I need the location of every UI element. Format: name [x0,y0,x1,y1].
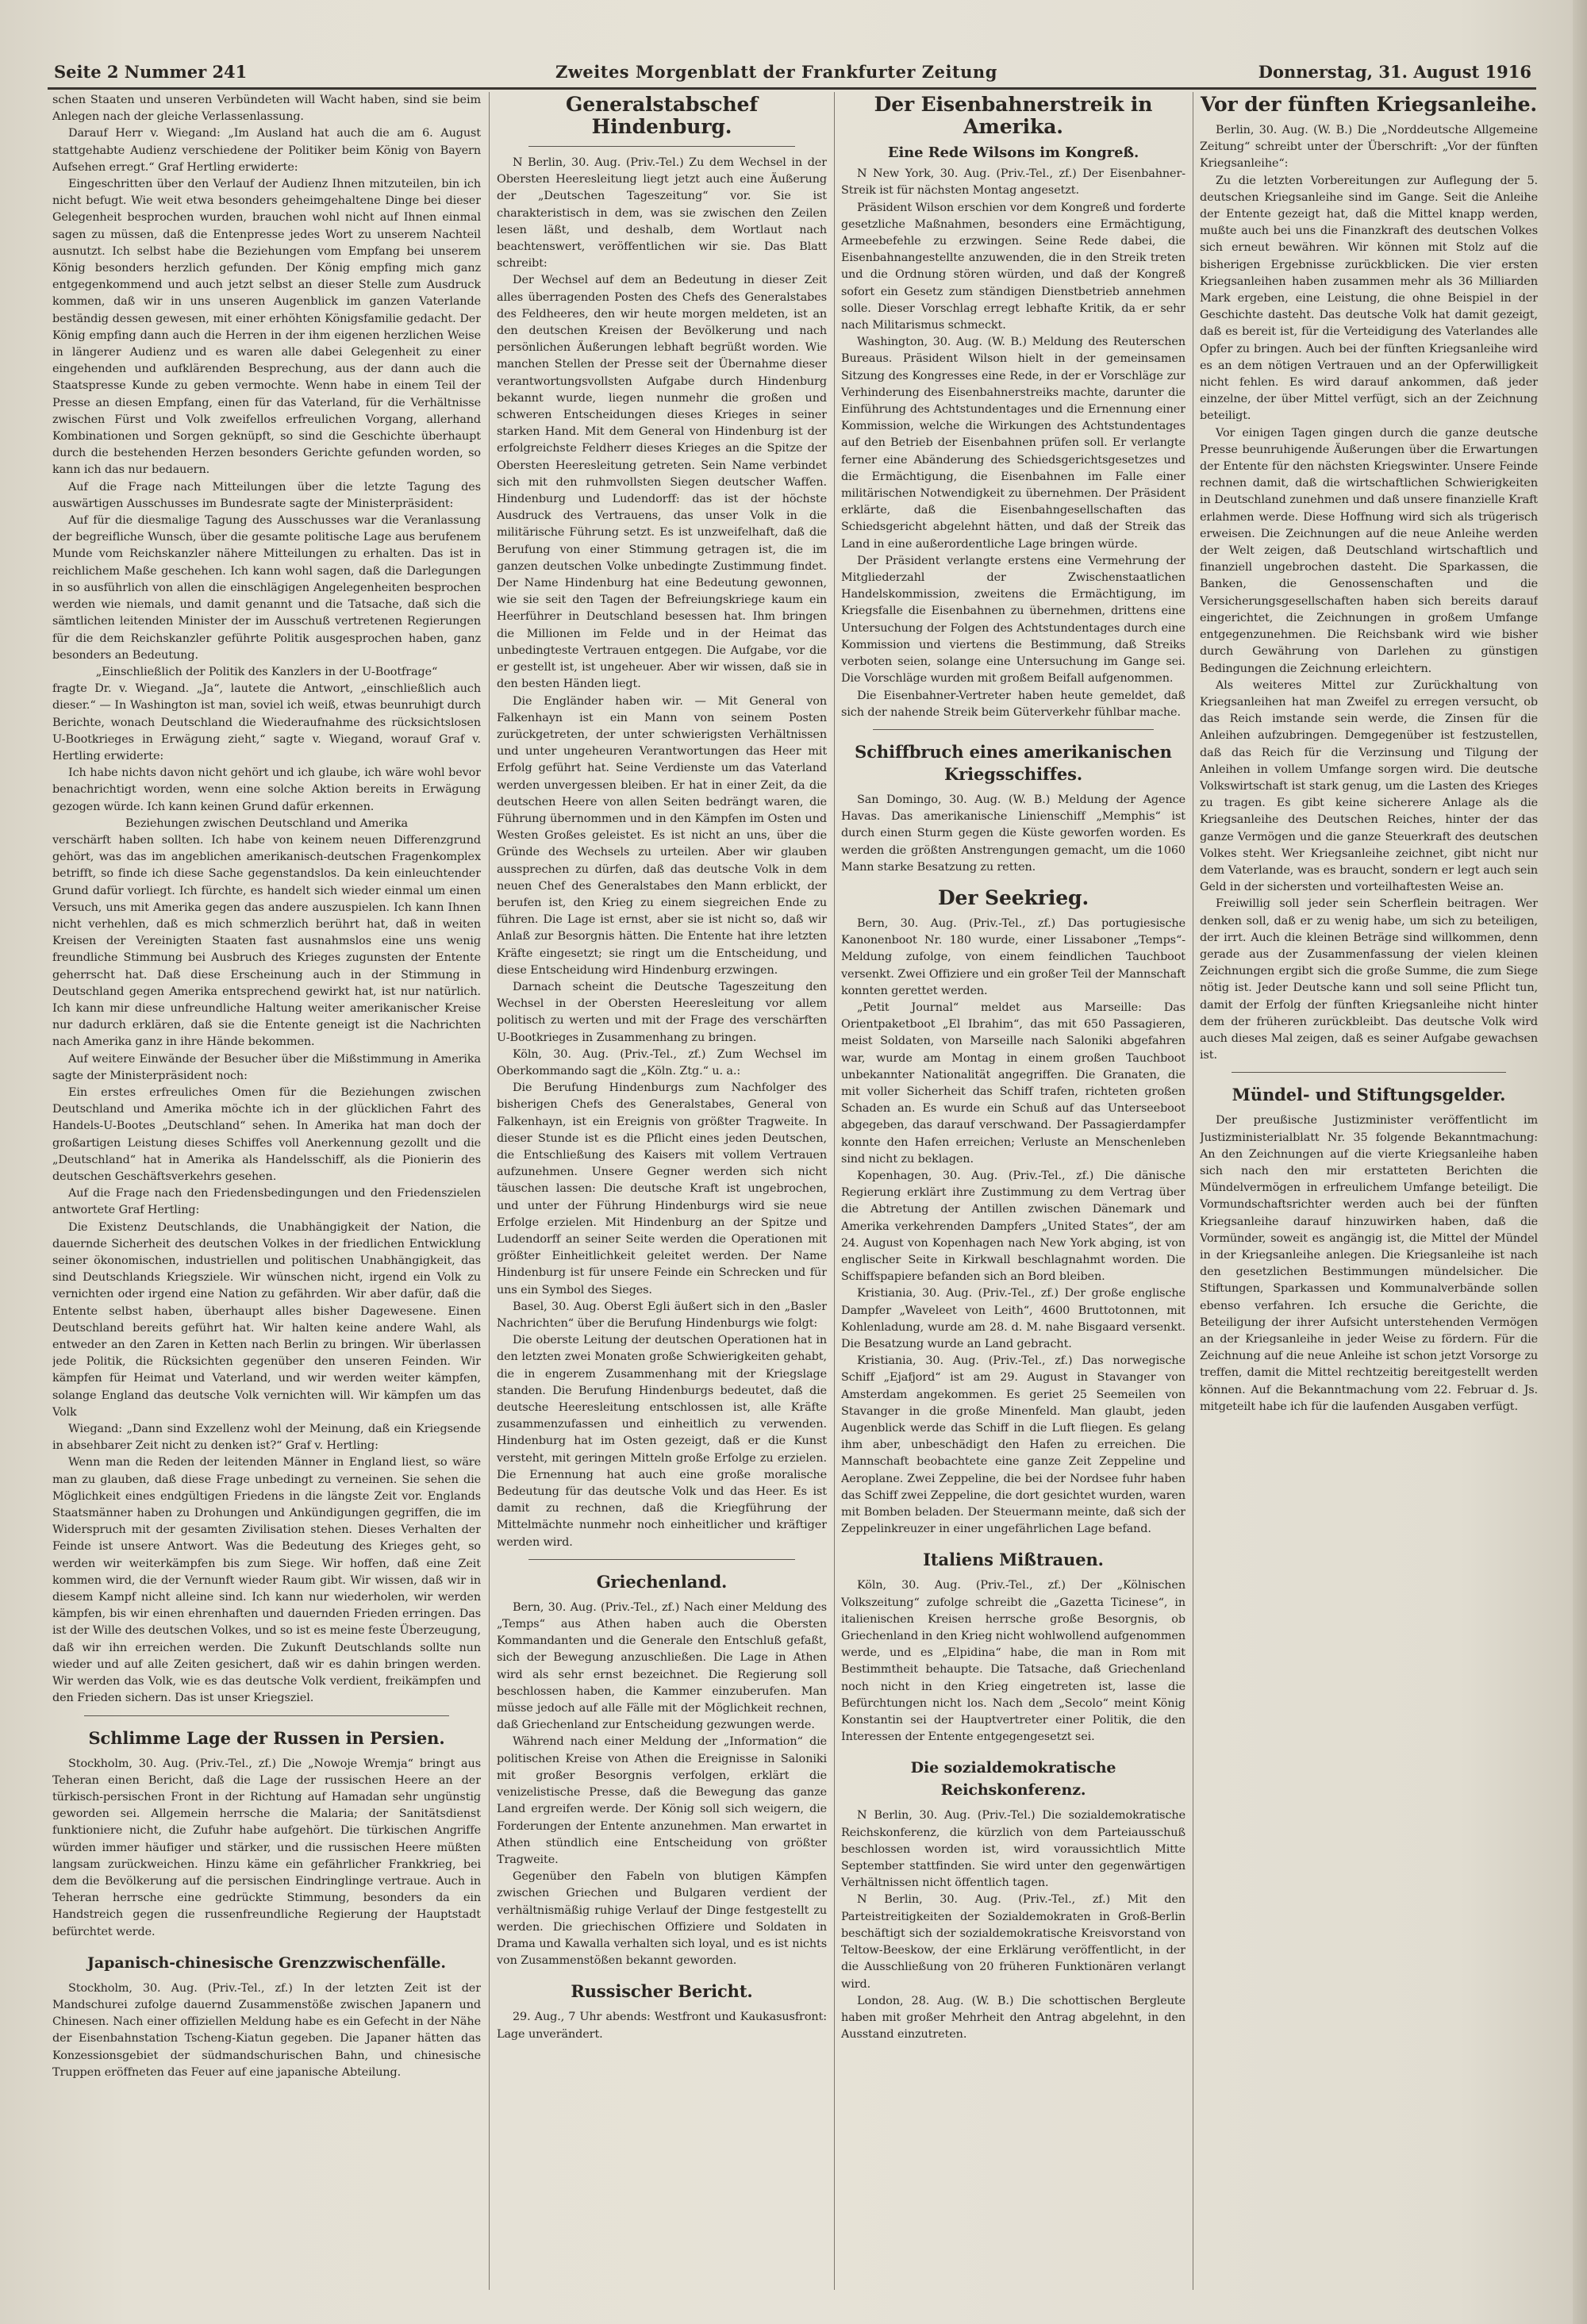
paragraph: fragte Dr. v. Wiegand. „Ja“, lautete die Antwort, „einschließlich auch dieser.“ — In Washington ist man, soviel ich weiß, etwas beunruhigt durch Berichte, wonach Deutschland die Wiederaufnahme des rücksichtslosen U-Bootkrieges in Erwägung zieht,“ sagte v. Wiegand, worauf Graf v. Hertling erwiderte: [52,682,481,763]
paragraph: Die Existenz Deutschlands, die Unabhängigkeit der Nation, die dauernde Sicherheit des deutschen Volkes in der friedlichen Entwicklung seiner ökonomischen, industriellen und politischen Unabhängigkeit, das sind Deutschlands Kriegsziele. Wir wünschen nicht, irgend ein Volk zu vernichten oder irgend eine Nation zu gefährden. Wir aber dafür, daß die Entente selbst haben, überhaupt alles bisher Dagewesene. Einen Deutschland bereits geführt hat. Wir halten keine andere Wahl, als entweder an den Zaren in Ketten nach Berlin zu bringen. Wir überlassen jede Politik, die Rücksichten gegenüber den unseren Feinden. Wir kämpfen für Heimat und Vaterland, und wir werden weiter kämpfen, solange England das deutsche Volk vernichten will. Wir kämpfen um das Volk [52,1220,481,1419]
article-heading: Russischer Bericht. [571,1981,753,2002]
paragraph: Die Engländer haben wir. — Mit General von Falkenhayn ist ein Mann von seinem Posten zurückgetreten, der unter schwierigsten Verhältnissen und unter ungeheuren Verantwortungen das Heer mit Erfolg geführt hat. Seine Verdienste um das Vaterland werden unvergessen bleiben. Er hat in einer Zeit, da die deutschen Heere von allen Seiten bedrängt waren, die Führung übernommen und in den Kämpfen im Osten und Westen Großes geleistet. Es ist nicht an uns, über die Gründe des Wechsels zu urteilen. Aber wir glauben aussprechen zu dürfen, daß das deutsche Volk in dem neuen Chef des Generalstabes den Mann erblickt, der berufen ist, den Krieg zu einem siegreichen Ende zu führen. Die Lage ist ernst, aber sie ist nicht so, daß wir Anlaß zur Besorgnis hätten. Die Entente hat ihre letzten Kräfte eingesetzt; sie ringt um die Entscheidung, und diese Entscheidung wird Hindenburg erzwingen. [497,694,827,977]
article-heading: Generalstabschef Hindenburg. [565,93,759,138]
separator [528,146,795,147]
paragraph: verschärft haben sollten. Ich habe von keinem neuen Differenzgrund gehört, was das im angeblichen amerikanisch-deutschen Fragenkomplex betrifft, so finde ich diese Sache gegenstandslos. Da kein einleuchtender Grund dafür vorliegt. Ich fürchte, es handelt sich wieder einmal um einen Versuch, uns mit Amerika gegen das andere auszuspielen. Ich kann Ihnen nicht verhehlen, daß es mich schmerzlich berührt hat, daß in weiten Kreisen der Vereinigten Staaten fast ausnahmslos eine uns wenig freundliche Stimmung bei Ausbruch des Krieges zugunsten der Entente geherrscht hat. Daß diese Erscheinung auch in der Stimmung in Deutschland gegen Amerika entsprechend gewirkt hat, ist nur natürlich. Ich kann mir diese unfreundliche Haltung weiter amerikanischer Kreise nur dadurch erklären, daß sie die Entente geneigt ist die Nachrichten nach Amerika ganz in ihre Hände bekommen. [52,833,481,1049]
paragraph: Bern, 30. Aug. (Priv.-Tel., zf.) Nach einer Meldung des „Temps“ aus Athen haben auch die Obersten Kommandanten und die Generale den Entschluß gefaßt, sich der Bewegung anzuschließen. Die Lage in Athen wird als sehr ernst bezeichnet. Die Regierung soll beschlossen haben, die Kammer einzuberufen. Man müsse jedoch auf alle Fälle mit der Möglichkeit rechnen, daß Griechenland zur Entscheidung gezwungen werde. [497,1600,827,1732]
paragraph: Als weiteres Mittel zur Zurückhaltung von Kriegsanleihen hat man Zweifel zu erregen versucht, ob das Reich imstande sein werde, die Zinsen für die Anleihen aufzubringen. Demgegenüber ist festzustellen, daß das Reich für die Verzinsung und Tilgung der Anleihen in vollem Umfange sorgen wird. Die deutsche Volkswirtschaft ist stark genug, um die Lasten des Krieges zu tragen. Es gibt keine sicherere Anlage als die Kriegsanleihe des Deutschen Reiches, hinter der das ganze Vermögen und die ganze Steuerkraft des deutschen Volkes steht. Wer Kriegsanleihe zeichnet, gibt nicht nur dem Vaterlande, was es braucht, sondern er legt auch sein Geld in der sichersten und vorteilhaftesten Weise an. [1200,678,1538,894]
paragraph: N Berlin, 30. Aug. (Priv.-Tel., zf.) Mit den Parteistreitigkeiten der Sozialdemokraten in Groß-Berlin beschäftigt sich der sozialdemokratische Kreisvorstand von Teltow-Beeskow, der eine Erklärung veröffentlicht, in der die Ausschließung von 20 früheren Funktionären verlangt wird. [841,1893,1185,1991]
paragraph: Eingeschritten über den Verlauf der Audienz Ihnen mitzuteilen, bin ich nicht befugt. Wie weit etwa besonders geheimgehaltene Dinge bei dieser Gelegenheit besprochen wurden, brauchen wohl nicht auf Ihnen einmal sagen zu müssen, daß die Entenpresse jedes Wort zu unserem Nachteil ausnutzt. Ich selbst habe die Beziehungen vom Empfang bei unserem König besonders herzlich gefunden. Der König empfing mich ganz entgegenkommend und auch jetzt selbst an dieser Stelle zum Ausdruck kommen, daß wir in uns unseren Augenblick im ganzen Vaterlande beständig dessen gewesen, mit einer erhöhten Königsfamilie gedacht. Der König empfing dann auch die Herren in der ihm eigenen herzlichen Weise in längerer Audienz und es waren alle dabei Gelegenheit zu einer eingehenden und aufklärenden Besprechung, aus der dann auch die Staatspresse Kunde zu geben vermochte. Wenn habe in einem Teil der Presse an diesen Empfang, einen für das Vaterland, für die Verhältnisse zwischen Fürst und Volk zweifellos erfreulichen Vorgang, allerhand Kombinationen und Sorgen geknüpft, so sind die Geschichte überhaupt durch die bestehenden Herzen besonders Gerichte gefunden worden, so kann ich das nur bedauern. [52,178,481,477]
paragraph: Der Wechsel auf dem an Bedeutung in dieser Zeit alles überragenden Posten des Chefs des Generalstabes des Feldheeres, den wir heute morgen meldeten, ist an den deutschen Kreisen der Bevölkerung und nach persönlichen Äußerungen lebhaft begrüßt worden. Wie manchen Stellen der Presse seit der Übernahme dieser verantwortungsvollsten Aufgabe durch Hindenburg bekannt wurde, liegen nunmehr die großen und schweren Entscheidungen dieses Krieges in seiner starken Hand. Mit dem General von Hindenburg ist der erfolgreichste Feldherr dieses Krieges an die Spitze der Obersten Heeresleitung getreten. Sein Name verbindet sich mit den ruhmvollsten Siegen deutscher Waffen. Hindenburg und Ludendorff: das ist der höchste Ausdruck des Vertrauens, das unser Volk in die militärische Führung setzt. Es ist unzweifelhaft, daß die Berufung von einer Stimmung getragen ist, die im ganzen deutschen Volke unbedingte Zustimmung findet. Der Name Hindenburg hat eine Bedeutung gewonnen, wie sie seit den Tagen der Befreiungskriege kaum ein Heerführer in Deutschland besessen hat. Ihm bringen die Millionen im Felde und in der Heimat das unbedingteste Vertrauen entgegen. Die Aufgabe, vor die er gestellt ist, ist ungeheuer. Aber wir wissen, daß sie in den besten Händen liegt. [497,274,827,691]
separator [1232,1072,1506,1073]
paragraph: Wiegand: „Dann sind Exzellenz wohl der Meinung, daß ein Kriegsende in absehbarer Zeit nicht zu denken ist?“ Graf v. Hertling: [52,1423,481,1453]
paragraph: Bern, 30. Aug. (Priv.-Tel., zf.) Das portugiesische Kanonenboot Nr. 180 wurde, einer Lissaboner „Temps“-Meldung zufolge, von einem feindlichen Tauchboot versenkt. Zwei Offiziere und ein großer Teil der Mannschaft konnten gerettet werden. [841,916,1185,997]
paragraph: Der Präsident verlangte erstens eine Vermehrung der Mitgliederzahl der Zwischenstaatlichen Handelskommission, zweitens die Ermächtigung, im Kriegsfalle die Eisenbahnen zu übernehmen, drittens eine Untersuchung der Folgen des Achtstundentages durch eine Kommission und viertens die Bestimmung, daß Streiks verboten seien, solange eine Untersuchung im Gange sei. Die Vorschläge wurden mit großem Beifall aufgenommen. [841,554,1185,686]
article-heading: Die sozialdemokratische Reichskonferenz. [910,1759,1116,1800]
paragraph: Darnach scheint die Deutsche Tageszeitung den Wechsel in der Obersten Heeresleitung vor allem politisch zu werten und mit der Frage des verschärften U-Bootkrieges in Zusammenhang zu bringen. [497,980,827,1044]
paragraph: Kristiania, 30. Aug. (Priv.-Tel., zf.) Das norwegische Schiff „Ejafjord“ ist am 29. August in Stavanger von Amsterdam angekommen. Es geriet 25 Seemeilen von Stavanger in die große Minenfeld. Man glaubt, jeden Augenblick werde das Schiff in die Luft fliegen. Es gelang ihm aber, unbeschädigt den Hafen zu erreichen. Die Mannschaft beobachtete eine ganze Zeit Zeppeline und Aeroplane. Zwei Zeppeline, die bei der Nordsee fuhr haben das Schiff zwei Zeppeline, die dort gesichtet wurden, waren mit Bomben beladen. Der Steuermann meinte, daß sich der Zeppelinkreuzer in einer ungefährlichen Lage befand. [841,1354,1185,1536]
paragraph: N New York, 30. Aug. (Priv.-Tel., zf.) Der Eisenbahner-Streik ist für nächsten Montag angesetzt. [841,167,1185,198]
column-rule [834,92,835,2290]
column-4 [1200,92,1538,2298]
article-heading: Der Eisenbahnerstreik in Amerika. [874,93,1153,138]
column-2 [497,92,827,2298]
article-heading: Schlimme Lage der Russen in Persien. [88,1727,445,1748]
paragraph: Die Eisenbahner-Vertreter haben heute gemeldet, daß sich der nahende Streik beim Güterverkehr fühlbar mache. [841,689,1185,719]
separator [528,1559,795,1560]
paragraph: N Berlin, 30. Aug. (Priv.-Tel.) Die sozialdemokratische Reichskonferenz, die kürzlich von dem Parteiausschuß beschlossen worden ist, wird voraussichtlich Mitte September stattfinden. Sie wird unter den gegenwärtigen Verhältnissen nicht öffentlich tagen. [841,1809,1185,1890]
masthead-title: Zweites Morgenblatt der Frankfurter Zeitung [555,62,997,82]
paragraph: Washington, 30. Aug. (W. B.) Meldung des Reuterschen Bureaus. Präsident Wilson hielt in der gemeinsamen Sitzung des Kongresses eine Rede, in der er Vorschläge zur Verhinderung des Eisenbahnerstreiks machte, darunter die Einführung des Achtstundentages und die Ernennung einer Kommission, welche die Wirkungen des Achtstundentages auf den Betrieb der Eisenbahnen prüfen soll. Er verlangte ferner eine Abänderung des Schiedsgerichtsgesetzes und die Ermächtigung, die Eisenbahnen im Falle einer militärischen Notwendigkeit zu übernehmen. Der Präsident erklärte, daß die Eisenbahngesellschaften das Schiedsgericht abgelehnt hätten, und daß der Streik das Land in eine außerordentliche Lage bringen würde. [841,336,1185,551]
paragraph: „Petit Journal“ meldet aus Marseille: Das Orientpaketboot „El Ibrahim“, das mit 650 Passagieren, meist Soldaten, von Marseille nach Saloniki abgefahren war, wurde am Montag in einem großen Tauchboot unbekannter Nationalität angegriffen. Die Granaten, die mit voller Sicherheit das Schiff trafen, richteten großen Schaden an. Es wurde ein Schuß auf das Unterseeboot abgegeben, das darauf verschwand. Der Passagierdampfer konnte den Hafen erreichen; Verluste an Menschenleben sind nicht zu beklagen. [841,1001,1185,1166]
quote-line: „Einschließlich der Politik des Kanzlers in der U-Bootfrage“ [95,665,438,678]
paragraph: Der preußische Justizminister veröffentlicht im Justizministerialblatt Nr. 35 folgende Bekanntmachung: An den Zeichnungen auf die vierte Kriegsanleihe haben sich nach den mir erstatteten Berichten die Mündelvermögen in erfreulichem Umfange beteiligt. Die Vormundschaftsrichter werden auch bei der fünften Kriegsanleihe darauf hinzuwirken haben, daß die Vormünder, soweit es angängig ist, die Mittel der Mündel in der Kriegsanleihe anlegen. Die Kriegsanleihe ist nach den gesetzlichen Bestimmungen mündelsicher. Die Stiftungen, Sparkassen und Kommunalverbände sollen ebenso verfahren. Ich ersuche die Gerichte, die Beteiligung der ihrer Aufsicht unterstehenden Vermögen an der Kriegsanleihe in jeder Weise zu fördern. Für die Zeichnung auf die neue Anleihe ist schon jetzt Vorsorge zu treffen, damit die Mittel rechtzeitig bereitgestellt werden können. Auf die Bekanntmachung vom 22. Februar d. Js. mitgeteilt habe ich für die laufenden Ausgaben verfügt. [1200,1114,1538,1413]
paragraph: London, 28. Aug. (W. B.) Die schottischen Bergleute haben mit großer Mehrheit den Antrag abgelehnt, in den Ausstand einzutreten. [841,1994,1185,2042]
article-heading: Griechenland. [596,1571,728,1592]
paragraph: Auf weitere Einwände der Besucher über die Mißstimmung in Amerika sagte der Ministerpräsident noch: [52,1052,481,1082]
paragraph: Ich habe nichts davon nicht gehört und ich glaube, ich wäre wohl bevor benachrichtigt worden, wenn eine solche Aktion bereits in Erwägung gezogen würde. Ich kann keinen Grund dafür erkennen. [52,766,481,813]
paragraph: N Berlin, 30. Aug. (Priv.-Tel.) Zu dem Wechsel in der Obersten Heeresleitung liegt jetzt auch eine Äußerung der „Deutschen Tageszeitung“ vor. Sie ist charakteristisch in dem, was sie zwischen den Zeilen lesen läßt, und deshalb, dem Wortlaut nach beachtenswert, veröffentlichen wir sie. Das Blatt schreibt: [497,156,827,271]
paragraph: Kopenhagen, 30. Aug. (Priv.-Tel., zf.) Die dänische Regierung erklärt ihre Zustimmung zu dem Vertrag über die Abtretung der Antillen zwischen Dänemark und Amerika verkehrenden Dampfers „United States“, der am 24. August von Kopenhagen nach New York abging, ist von englischer Seite in Kirkwall beschlagnahmt worden. Die Schiffspapiere befanden sich an Bord bleiben. [841,1169,1185,1284]
paragraph: Gegenüber den Fabeln von blutigen Kämpfen zwischen Griechen und Bulgaren verdient der verhältnismäßig ruhige Verlauf der Dinge festgestellt zu werden. Die griechischen Offiziere und Soldaten in Drama und Kawalla verhalten sich loyal, und es ist nichts von Zusammenstößen bekannt geworden. [497,1870,827,1968]
article-heading: Der Seekrieg. [937,885,1089,909]
paragraph: Kristiania, 30. Aug. (Priv.-Tel., zf.) Der große englische Dampfer „Waveleet von Leith“, 4600 Bruttotonnen, mit Kohlenladung, wurde am 28. d. M. nahe Bisgaard versenkt. Die Besatzung wurde an Land gebracht. [841,1287,1185,1350]
paragraph: Auf für die diesmalige Tagung des Ausschusses war die Veranlassung der begreifliche Wunsch, über die gesamte politische Lage aus berufenem Munde vom Reichskanzler nähere Mitteilungen zu erhalten. Das ist in reichlichem Maße geschehen. Ich kann wohl sagen, daß die Darlegungen in so ausführlich von allen die einschlägigen Angelegenheiten besprochen werden wie niemals, und damit genannt und die Tatsache, daß sich die sämtlichen leitenden Minister der im Ausschuß vertretenen Regierungen für die dem Reichskanzler geführte Politik ausgesprochen haben, ganz besonders an Bedeutung. [52,514,481,662]
paragraph: Stockholm, 30. Aug. (Priv.-Tel., zf.) In der letzten Zeit ist der Mandschurei zufolge dauernd Zusammenstöße zwischen Japanern und Chinesen. Nach einer offiziellen Meldung habe es ein Gefecht in der Nähe der Eisenbahnstation Tscheng-Kiatun gegeben. Die Japaner hätten das Konzessionsgebiet der südmandschurischen Bahn, und chinesische Truppen eröffneten das Feuer auf eine japanische Abteilung. [52,1981,481,2079]
paragraph: Berlin, 30. Aug. (W. B.) Die „Norddeutsche Allgemeine Zeitung“ schreibt unter der Überschrift: „Vor der fünften Kriegsanleihe“: [1200,124,1538,171]
paragraph: San Domingo, 30. Aug. (W. B.) Meldung der Agence Havas. Das amerikanische Linienschiff „Memphis“ ist durch einen Sturm gegen die Küste geworfen worden. Es werden die größten Anstrengungen gemacht, um die 1060 Mann starke Besatzung zu retten. [841,793,1185,874]
paragraph: Ein erstes erfreuliches Omen für die Beziehungen zwischen Deutschland und Amerika möchte ich in der glücklichen Fahrt des Handels-U-Bootes „Deutschland“ sehen. In Amerika hat man doch der großartigen Leistung dieses Schiffes voll Anerkennung gezollt und die „Deutschland“ hat in Amerika als Handelsschiff, als die Pionierin des deutschen Geschäftsverkehrs gesehen. [52,1085,481,1183]
paragraph: Die oberste Leitung der deutschen Operationen hat in den letzten zwei Monaten große Schwierigkeiten gehabt, die in engerem Zusammenhang mit der Kriegslage standen. Die Berufung Hindenburgs bedeutet, daß die deutsche Heeresleitung entschlossen ist, alle Kräfte zusammenzufassen und einheitlich zu verwenden. Hindenburg hat im Osten gezeigt, daß er die Kunst versteht, mit geringen Mitteln große Erfolge zu erzielen. Die Ernennung hat auch eine große moralische Bedeutung für das deutsche Volk und das Heer. Es ist damit zu rechnen, daß die Kriegführung der Mittelmächte nunmehr noch einheitlicher und kräftiger werden wird. [497,1334,827,1549]
page-number: Seite 2 Nummer 241 [54,62,248,82]
paragraph: Freiwillig soll jeder sein Scherflein beitragen. Wer denken soll, daß er zu wenig habe, um sich zu beteiligen, der irrt. Auch die kleinen Beträge sind willkommen, denn gerade aus der Zusammenfassung der vielen kleinen Zeichnungen ergibt sich die große Summe, die zum Siege nötig ist. Jeder Deutsche kann und soll seine Pflicht tun, damit der Erfolg der fünften Kriegsanleihe nicht hinter dem der früheren zurückbleibt. Das deutsche Volk wird auch dieses Mal zeigen, daß es seiner Aufgabe gewachsen ist. [1200,897,1538,1062]
article-subheading: Eine Rede Wilsons im Kongreß. [887,144,1139,161]
column-3 [841,92,1185,2298]
column-1 [52,92,481,2298]
paragraph: schen Staaten und unseren Verbündeten will Wacht haben, sind sie beim Anlegen nach der gleiche Verlassenlassung. [52,94,481,124]
article-heading: Italiens Mißtrauen. [923,1550,1104,1570]
column-rule [489,92,490,2290]
paragraph: Auf die Frage nach Mitteilungen über die letzte Tagung des auswärtigen Ausschusses im Bundesrate sagte der Ministerpräsident: [52,480,481,510]
article-heading: Vor der fünften Kriegsanleihe. [1200,93,1538,116]
paragraph: 29. Aug., 7 Uhr abends: Westfront und Kaukasusfront: Lage unverändert. [497,2011,827,2041]
page-header [48,52,1536,90]
paragraph: Wenn man die Reden der leitenden Männer in England liest, so wäre man zu glauben, daß diese Frage unbedingt zu verneinen. Sie sehen die Möglichkeit eines endgültigen Friedens in die längste Zeit vor. Englands Staatsmänner haben zu Drohungen und Ankündigungen gegriffen, die im Widerspruch mit der gesamten Zivilisation stehen. Dieses Verhalten der Feinde ist unsere Antwort. Was die Bedeutung des Krieges geht, so werden wir weiterkämpfen bis zum Siege. Wir hoffen, daß eine Zeit kommen wird, die der Vernunft wieder Raum gibt. Wir wissen, daß wir in diesem Kampf nicht alleine sind. Ich kann nur wiederholen, wir werden kämpfen, bis wir einen ehrenhaften und dauernden Frieden erringen. Das ist der Wille des deutschen Volkes, und so ist es meine feste Überzeugung, daß wir ihn erreichen werden. Die Zukunft Deutschlands sollte nun wieder und auf alle Zeiten gesichert, daß wir es dahin bringen werden. Wir werden das Volk, wie es das deutsche Volk verdient, freikämpfen und den Frieden sichern. Das ist unser Kriegsziel. [52,1456,481,1705]
subheading: Beziehungen zwischen Deutschland und Amerika [125,816,409,830]
article-heading: Japanisch-chinesische Grenzzwischenfälle. [87,1953,446,1972]
paragraph: Darauf Herr v. Wiegand: „Im Ausland hat auch die am 6. August stattgehabte Audienz verschiedene der Politiker beim König von Bayern Aufsehen erregt.“ Graf Hertling erwiderte: [52,127,481,174]
paragraph: Auf die Frage nach den Friedensbedingungen und den Friedenszielen antwortete Graf Hertling: [52,1187,481,1217]
paragraph: Präsident Wilson erschien vor dem Kongreß und forderte gesetzliche Maßnahmen, besonders eine Ermächtigung, Armeebefehle zu erzwingen. Seine Rede dabei, die Eisenbahnangestellte anzuwenden, die in den Streik treten und die Ordnung stören würden, und daß der Kongreß sofort ein Gesetz zum ständigen Dienstbetrieb annehmen solle. Dieser Vorschlag erregt lebhafte Kritik, da er sehr nach Militarismus schmeckt. [841,201,1185,332]
paragraph: Stockholm, 30. Aug. (Priv.-Tel., zf.) Die „Nowoje Wremja“ bringt aus Teheran einen Bericht, daß die Lage der russischen Heere an der türkisch-persischen Front in der Richtung auf Hamadan sehr ungünstig geworden sei. Allgemein herrsche die Malaria; der Sanitätsdienst funktioniere nicht, die Zufuhr habe aufgehört. Die türkischen Angriffe würden immer häufiger und stärker, und die russischen Heere müßten langsam zurückweichen. Hinzu käme ein gefährlicher Frankkrieg, bei dem die Bevölkerung auf die persischen Eindringlinge vertraue. Auch in Teheran herrsche eine gedrückte Stimmung, besonders da ein Handstreich gegen die russenfreundliche Regierung der Hauptstadt befürchtet werde. [52,1757,481,1938]
article-heading: Schiffbruch eines amerikanischen Kriegsschiffes. [855,741,1172,784]
separator [873,729,1154,730]
paragraph: Während nach einer Meldung der „Information“ die politischen Kreise von Athen die Ereignisse in Saloniki mit großer Besorgnis verfolgen, erklärt die venizelistische Presse, daß die Bewegung das ganze Land ergreifen werde. Der König soll sich weigern, die Forderungen der Entente anzunehmen. Man erwartet in Athen stündlich eine Entscheidung von größter Tragweite. [497,1735,827,1866]
paragraph: Die Berufung Hindenburgs zum Nachfolger des bisherigen Chefs des Generalstabes, General von Falkenhayn, ist ein Ereignis von größter Tragweite. In dieser Stunde ist es die Pflicht eines jeden Deutschen, die Entschließung des Kaisers mit vollem Vertrauen aufzunehmen. Unsere Gegner werden sich nicht täuschen lassen: Die deutsche Kraft ist ungebrochen, und unter der Führung Hindenburgs wird sie neue Erfolge erzielen. Mit Hindenburg an der Spitze und Ludendorff an seiner Seite werden die Operationen mit größter Einheitlichkeit geleitet werden. Der Name Hindenburg ist für unsere Feinde ein Schrecken und für uns ein Symbol des Sieges. [497,1081,827,1296]
separator [84,1715,449,1716]
paragraph: Vor einigen Tagen gingen durch die ganze deutsche Presse beunruhigende Äußerungen über die Erwartungen der Entente für den nächsten Kriegswinter. Unsere Feinde rechnen damit, daß die wirtschaftlichen Schwierigkeiten in Deutschland zunehmen und daß unsere finanzielle Kraft erlahmen werde. Diese Hoffnung wird sich als trügerisch erweisen. Die Zeichnungen auf die neue Anleihe werden der Welt zeigen, daß Deutschland wirtschaftlich und finanziell ungebrochen dasteht. Die Sparkassen, die Banken, die Genossenschaften und die Versicherungsgesellschaften haben sich bereits darauf eingerichtet, die Zeichnungen in großem Umfange entgegenzunehmen. Die Reichsbank wird wie bisher durch Gewährung von Darlehen zu günstigen Bedingungen die Zeichnung erleichtern. [1200,426,1538,675]
paragraph: Köln, 30. Aug. (Priv.-Tel., zf.) Zum Wechsel im Oberkommando sagt die „Köln. Ztg.“ u. a.: [497,1047,827,1077]
issue-date: Donnerstag, 31. August 1916 [1258,62,1531,82]
article-heading: Mündel- und Stiftungsgelder. [1232,1085,1506,1105]
paragraph: Basel, 30. Aug. Oberst Egli äußert sich in den „Basler Nachrichten“ über die Berufung Hindenburgs wie folgt: [497,1300,827,1331]
paragraph: Köln, 30. Aug. (Priv.-Tel., zf.) Der „Kölnischen Volkszeitung“ zufolge schreibt die „Gazetta Ticinese“, in italienischen Kreisen herrsche große Besorgnis, ob Griechenland in den Krieg nicht wohlwollend aufgenommen werde, und es „Elpidina“ habe, die man in Rom mit Bestimmtheit behaupte. Die Tatsache, daß Griechenland noch nicht in den Krieg eingetreten ist, lasse die Befürchtungen nicht los. Nach dem „Secolo“ meint König Konstantin sei der Hauptvertreter einer Politik, die den Interessen der Entente entgegengesetzt sei. [841,1579,1185,1744]
paragraph: Zu die letzten Vorbereitungen zur Auflegung der 5. deutschen Kriegsanleihe sind im Gange. Seit die Anleihe der Entente gezeigt hat, daß die Mittel knapp werden, mußte auch bei uns die Finanzkraft des deutschen Volkes sich erneut bewähren. Wir können mit Stolz auf die bisherigen Ergebnisse zurückblicken. Die vier ersten Kriegsanleihen haben zusammen mehr als 36 Milliarden Mark ergeben, eine Leistung, die ohne Beispiel in der Geschichte dasteht. Das deutsche Volk hat damit gezeigt, daß es bereit ist, für die Verteidigung des Vaterlandes alle Opfer zu bringen. Auch bei der fünften Kriegsanleihe wird es an dem nötigen Vertrauen und an der Opferwilligkeit nicht fehlen. Es wird darauf ankommen, daß jeder einzelne, der über Mittel verfügt, sich an der Zeichnung beteiligt. [1200,174,1538,423]
